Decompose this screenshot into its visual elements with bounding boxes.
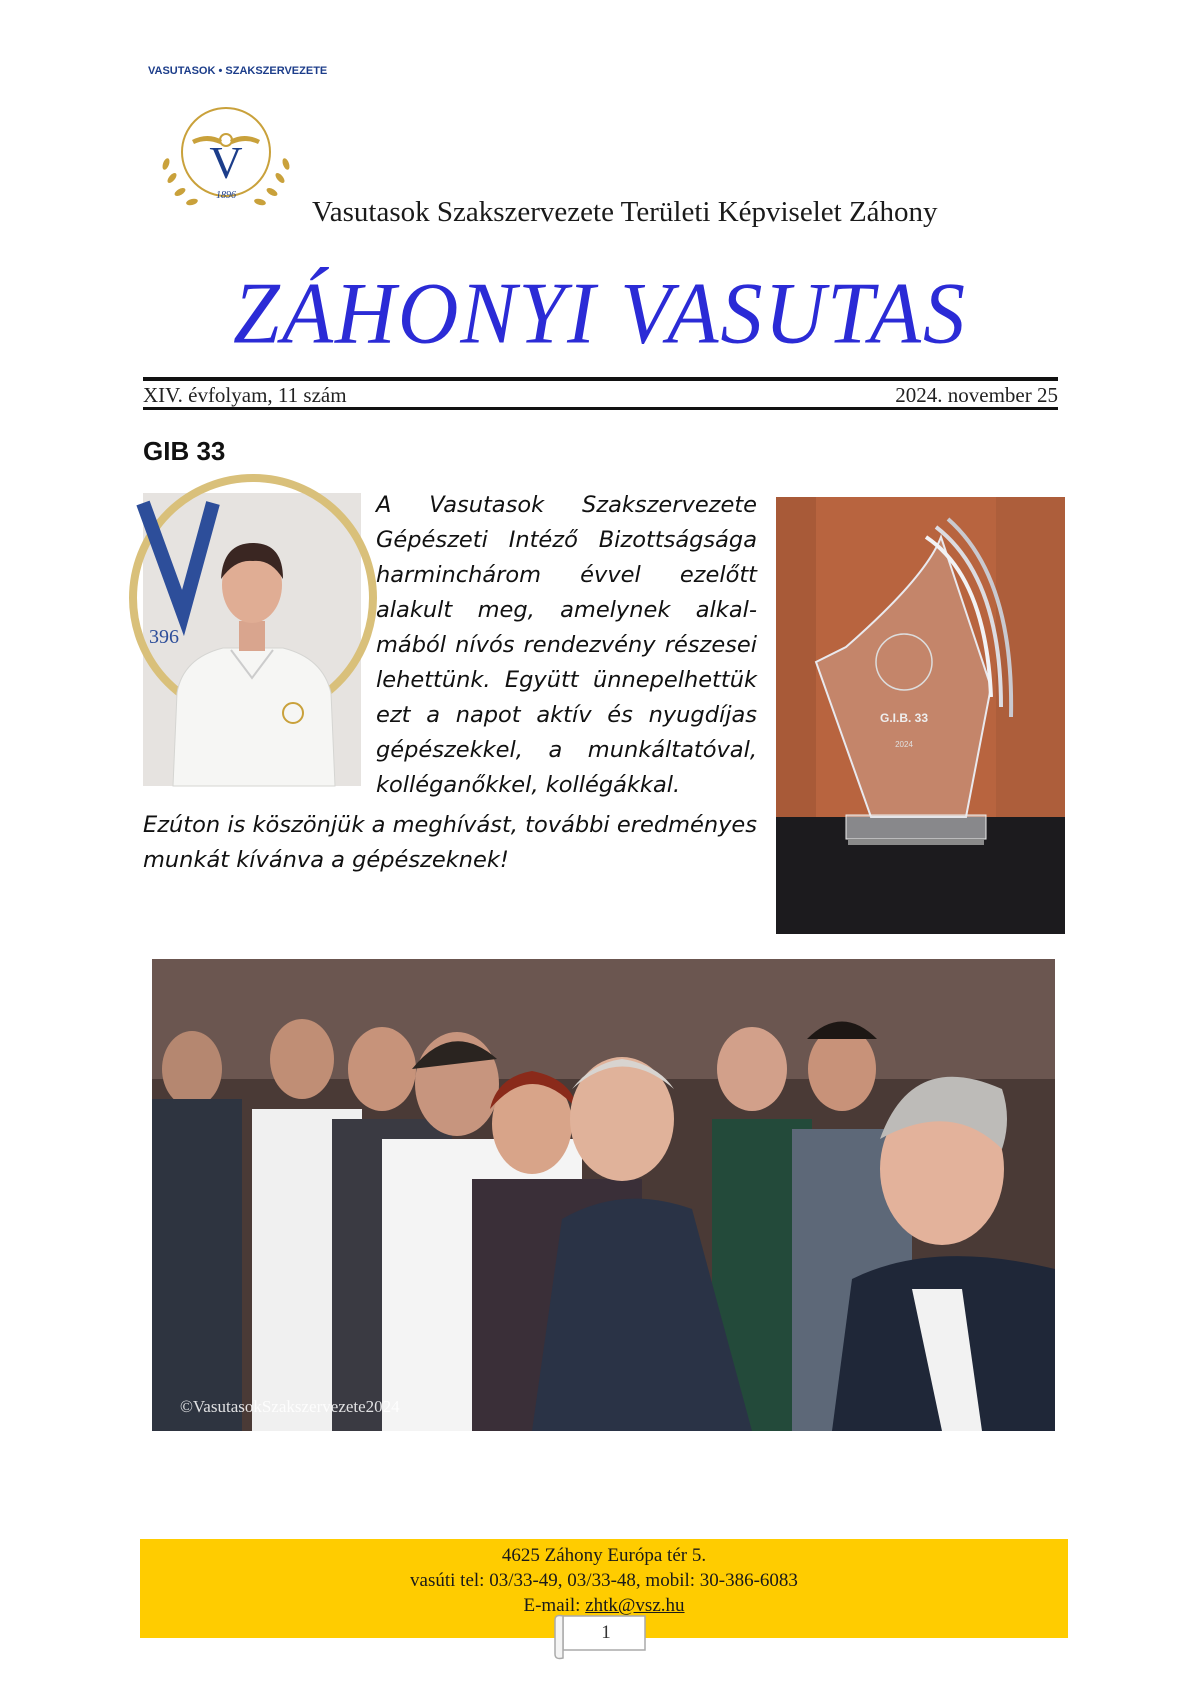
email-link[interactable]: zhtk@vsz.hu — [585, 1595, 685, 1616]
issue-bar — [143, 383, 1058, 407]
trophy-year: 2024 — [895, 740, 913, 749]
trophy-label: G.I.B. 33 — [879, 711, 929, 725]
newsletter-masthead: ZÁHONYI VASUTAS — [233, 264, 967, 363]
issue-date: 2024. november 25 — [895, 383, 1058, 407]
union-logo — [148, 65, 328, 224]
svg-text:396: 396 — [149, 626, 179, 648]
organization-name: Vasutasok Szakszervezete Területi Képviselet Záhony — [312, 196, 938, 228]
logo-year: 1896 — [216, 190, 236, 201]
article-closing: Ezúton is köszönjük a meghívást, további eredményes munkát kívánva a gépészeknek! — [143, 812, 757, 873]
audience-photo — [152, 959, 1055, 1431]
issue-volume: XIV. évfolyam, 11 szám — [143, 383, 347, 407]
page-number: 1 — [601, 1622, 611, 1643]
footer-phones: vasúti tel: 03/33-49, 03/33-48, mobil: 30-386-6083 — [410, 1570, 798, 1591]
footer-address: 4625 Záhony Európa tér 5. — [501, 1545, 707, 1566]
portrait-photo — [143, 493, 361, 786]
photo-credit: ©VasutasokSzakszervezete2024 — [180, 1397, 400, 1416]
article-title: GIB 33 — [143, 436, 226, 466]
article-body: A Vasutasok Szakszervezete Gépészeti Intéző Bizottságsága harminchárom évvel ezelőtt alakult meg, amelynek alkal-mából nívós rendezvény részesei lehettünk. Együtt ünnepelhettük ezt a napot aktív és nyugdíjas gépészekkel, a munkáltatóval, kolléganőkkel, kollégákkal. — [376, 492, 757, 798]
trophy-photo — [776, 497, 1065, 934]
footer-email-label: E-mail: — [523, 1595, 586, 1616]
logo-ring-text: VASUTASOK • SZAKSZERVEZETE — [148, 65, 328, 77]
masthead-rule-bottom — [143, 407, 1058, 410]
masthead-rule-top — [143, 377, 1058, 381]
logo-letter: V — [209, 137, 243, 188]
